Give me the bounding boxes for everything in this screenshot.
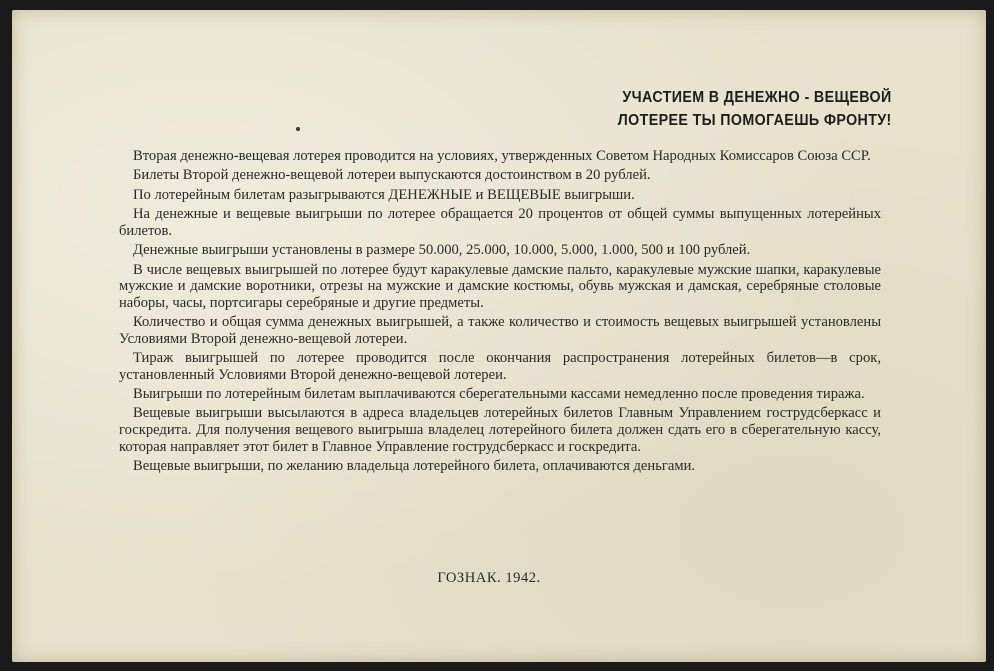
paragraph: В числе вещевых выигрышей по лотерее будут каракулевые дамские пальто, каракулевые мужские шапки, каракулевые мужские и дамские воротники, отрезы на мужские и дамские костюмы, обувь мужская и дамская, серебряные столовые наборы, часы, портсигары серебряные и другие предметы. [119, 261, 881, 311]
paragraph: Вещевые выигрыши, по желанию владельца лотерейного билета, оплачиваются деньгами. [133, 458, 696, 475]
paragraph: По лотерейным билетам разыгрываются ДЕНЕЖНЫЕ и ВЕЩЕВЫЕ выигрыши. [133, 186, 635, 203]
paragraph: Количество и общая сумма денежных выигрышей, а также количество и стоимость вещевых выигрышей установлены Условиями Второй денежно-вещевой лотереи. [119, 314, 881, 347]
paragraph: Билеты Второй денежно-вещевой лотереи выпускаются достоинством в 20 рублей. [133, 167, 651, 184]
paragraph: Вторая денежно-вещевая лотерея проводится на условиях, утвержденных Советом Народных Комиссаров Союза ССР. [133, 148, 871, 164]
lottery-ticket-back [12, 10, 986, 662]
printer-imprint [12, 570, 986, 587]
paragraph: Тираж выигрышей по лотерее проводится после окончания распространения лотерейных билетов—в срок, установленный Условиями Второй денежно-вещевой лотереи. [119, 350, 881, 383]
ink-speck [296, 127, 300, 131]
paragraph: На денежные и вещевые выигрыши по лотерее обращается 20 процентов от общей суммы выпущенных лотерейных билетов. [119, 206, 881, 239]
slogan-heading [618, 86, 892, 132]
slogan-line-1: УЧАСТИЕМ В ДЕНЕЖНО - ВЕЩЕВОЙ [622, 89, 892, 106]
slogan-line-2: ЛОТЕРЕЕ ТЫ ПОМОГАЕШЬ ФРОНТУ! [618, 112, 892, 129]
paragraph: Вещевые выигрыши высылаются в адреса владельцев лотерейных билетов Главным Управлением гострудсберкасс и госкредита. Для получения вещевого выигрыша владелец лотерейного билета должен сдать его в сберегательную кассу, которая направляет этот билет в Главное Управление гострудсберкасс и госкредита. [119, 405, 881, 455]
imprint-text: ГОЗНАК. 1942. [437, 570, 541, 586]
paragraph: Выигрыши по лотерейным билетам выплачиваются сберегательными кассами немедленно после проведения тиража. [133, 386, 865, 403]
conditions-text [119, 148, 881, 477]
paragraph: Денежные выигрыши установлены в размере 50.000, 25.000, 10.000, 5.000, 1.000, 500 и 100 рублей. [133, 242, 751, 259]
